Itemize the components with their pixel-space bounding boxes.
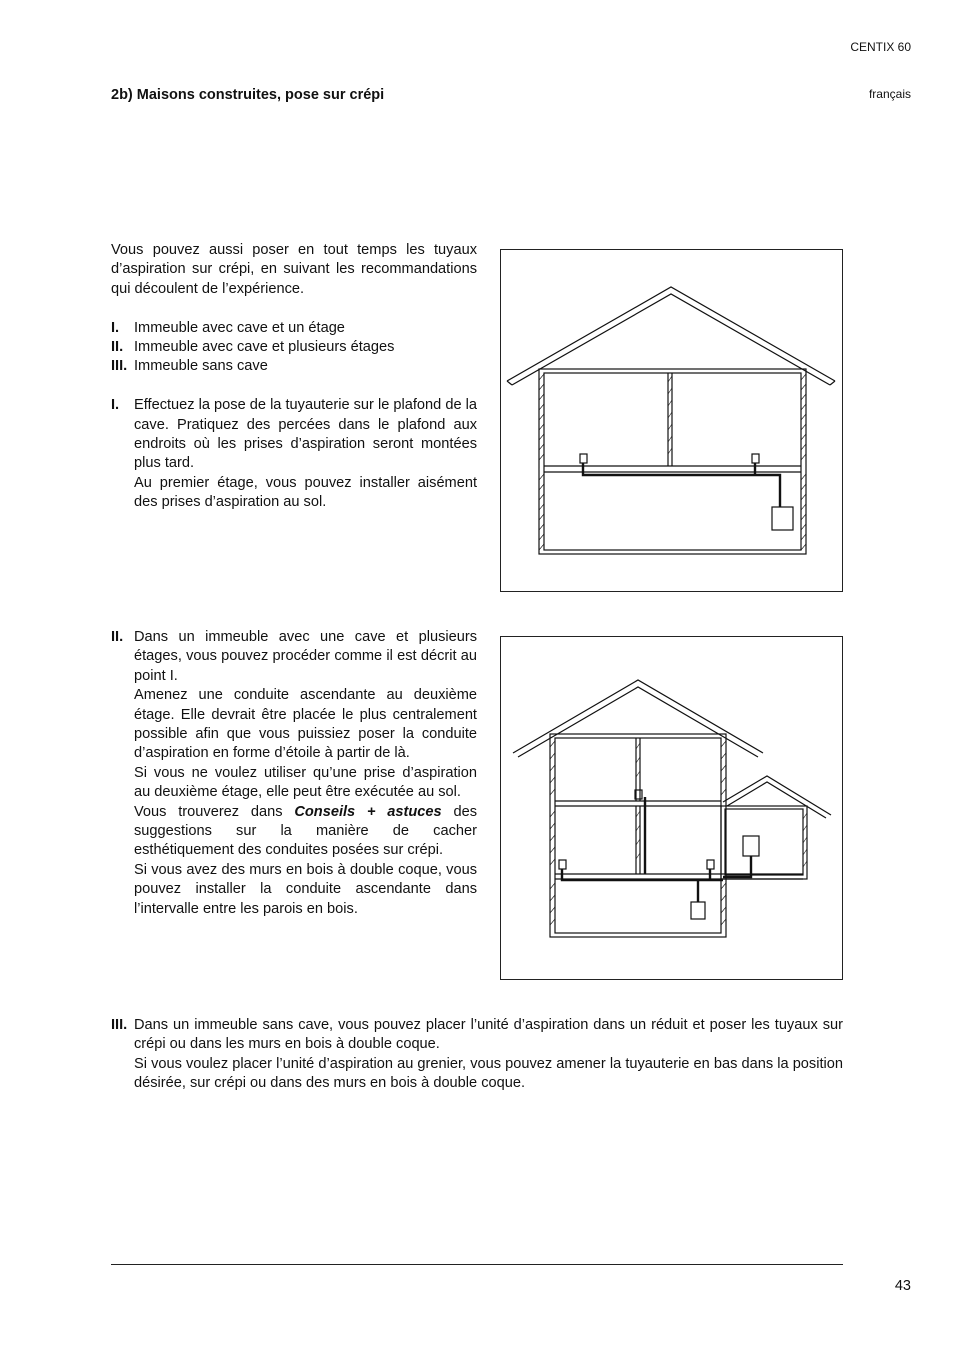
section-2-paragraph-4: Vous trouverez dans Conseils + astuces des suggestions sur la manière de cacher esthétiquement des conduites posées sur crépi.	[134, 803, 477, 859]
page-number: 43	[894, 1278, 911, 1294]
section-3-paragraph-2: Si vous voulez placer l’unité d’aspiration au grenier, vous pouvez amener la tuyauterie en bas dans la position désirée, sur crépi ou dans des murs en bois à double coque.	[134, 1055, 843, 1092]
figure-house-multi-floor	[500, 636, 843, 980]
language-label: français	[868, 87, 911, 101]
left-column-block-2	[111, 628, 477, 919]
case-item: I. Immeuble avec cave et un étage	[111, 319, 345, 336]
section-2-paragraph-5: Si vous avez des murs en bois à double coque, vous pouvez installer la conduite ascendante dans l’intervalle entre les parois en bois.	[134, 861, 477, 917]
figure-house-one-floor	[500, 249, 843, 592]
intro-paragraph: Vous pouvez aussi poser en tout temps les tuyaux d’aspiration sur crépi, en suivant les recommandations qui découlent de l’expérience.	[111, 242, 477, 297]
section-1-paragraph: I. Effectuez la pose de la tuyauterie sur le plafond de la cave. Pratiquez des percées dans le plafond aux endroits où les prises d’aspiration seront montées plus tard.	[111, 397, 477, 472]
section-title: 2b) Maisons construites, pose sur crépi	[111, 87, 385, 103]
section-2-paragraph: II. Dans un immeuble avec une cave et plusieurs étages, vous pouvez procéder comme il est décrit au point I.	[111, 629, 477, 684]
left-column-block-1	[111, 241, 477, 513]
case-item: III. Immeuble sans cave	[111, 358, 268, 375]
section-1-paragraph-2: Au premier étage, vous pouvez installer aisément des prises d’aspiration au sol.	[134, 474, 477, 511]
case-list	[111, 319, 477, 377]
tips-reference: Conseils + astuces	[294, 803, 442, 820]
footer-rule	[111, 1264, 843, 1265]
section-3-paragraph: III. Dans un immeuble sans cave, vous pouvez placer l’unité d’aspiration dans un réduit et poser les tuyaux sur crépi ou dans les murs en bois à double coque.	[111, 1017, 843, 1053]
product-name: CENTIX 60	[850, 40, 911, 54]
section-2-paragraph-2: Amenez une conduite ascendante au deuxième étage. Elle devrait être placée le plus centralement possible afin que vous puissiez poser la conduite d’aspiration en forme d’étoile à partir de là.	[134, 687, 477, 762]
house-diagram-2	[501, 637, 842, 979]
section-2-paragraph-3: Si vous ne voulez utiliser qu’une prise d’aspiration au deuxième étage, elle peut être exécutée au sol.	[134, 764, 477, 801]
house-diagram-1	[501, 250, 842, 591]
section-3-block	[111, 1016, 843, 1094]
case-item: II. Immeuble avec cave et plusieurs étages	[111, 339, 395, 356]
